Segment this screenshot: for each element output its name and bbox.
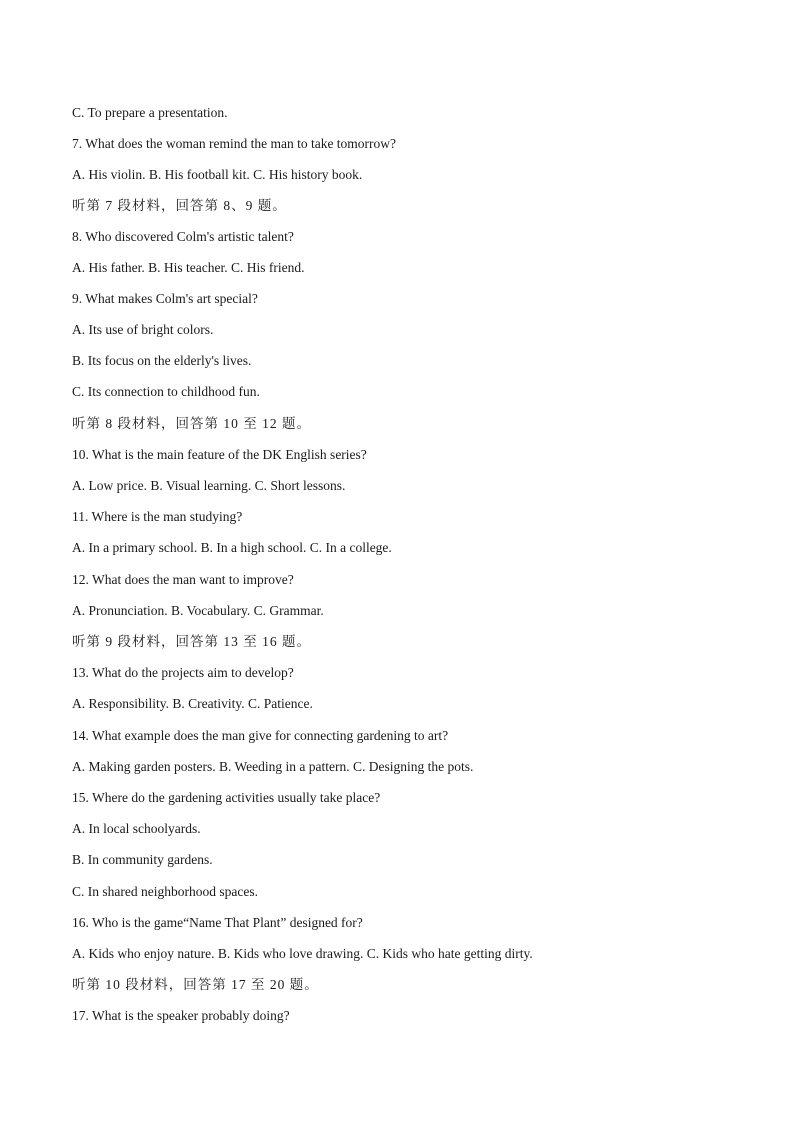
question-10: 10. What is the main feature of the DK English series? bbox=[72, 447, 367, 462]
option-line: B. In community gardens. bbox=[72, 852, 213, 867]
option-line: A. His violin. B. His football kit. C. His history book. bbox=[72, 167, 363, 182]
question-7: 7. What does the woman remind the man to take tomorrow? bbox=[72, 136, 397, 151]
option-line: A. Responsibility. B. Creativity. C. Patience. bbox=[72, 696, 313, 711]
option-line: A. Kids who enjoy nature. B. Kids who love drawing. C. Kids who hate getting dirty. bbox=[72, 946, 533, 961]
option-line: A. In a primary school. B. In a high school. C. In a college. bbox=[72, 540, 392, 555]
option-line: B. Its focus on the elderly's lives. bbox=[72, 353, 252, 368]
question-14: 14. What example does the man give for connecting gardening to art? bbox=[72, 728, 449, 743]
question-8: 8. Who discovered Colm's artistic talent? bbox=[72, 229, 294, 244]
question-9: 9. What makes Colm's art special? bbox=[72, 291, 258, 306]
option-line: C. In shared neighborhood spaces. bbox=[72, 884, 258, 899]
option-line: A. Low price. B. Visual learning. C. Short lessons. bbox=[72, 478, 346, 493]
option-line: A. Making garden posters. B. Weeding in a pattern. C. Designing the pots. bbox=[72, 759, 474, 774]
option-line: A. Its use of bright colors. bbox=[72, 322, 214, 337]
question-15: 15. Where do the gardening activities usually take place? bbox=[72, 790, 381, 805]
option-line: A. His father. B. His teacher. C. His friend. bbox=[72, 260, 305, 275]
question-17: 17. What is the speaker probably doing? bbox=[72, 1008, 290, 1023]
question-12: 12. What does the man want to improve? bbox=[72, 572, 294, 587]
question-11: 11. Where is the man studying? bbox=[72, 509, 243, 524]
section-heading: 听第 8 段材料，回答第 10 至 12 题。 bbox=[72, 416, 311, 431]
option-line: C. Its connection to childhood fun. bbox=[72, 384, 260, 399]
section-heading: 听第 9 段材料，回答第 13 至 16 题。 bbox=[72, 634, 311, 649]
option-line: A. In local schoolyards. bbox=[72, 821, 201, 836]
question-16: 16. Who is the game“Name That Plant” designed for? bbox=[72, 915, 363, 930]
option-line: C. To prepare a presentation. bbox=[72, 105, 228, 120]
section-heading: 听第 7 段材料，回答第 8、9 题。 bbox=[72, 198, 287, 213]
section-heading: 听第 10 段材料，回答第 17 至 20 题。 bbox=[72, 977, 319, 992]
option-line: A. Pronunciation. B. Vocabulary. C. Grammar. bbox=[72, 603, 324, 618]
question-13: 13. What do the projects aim to develop? bbox=[72, 665, 294, 680]
